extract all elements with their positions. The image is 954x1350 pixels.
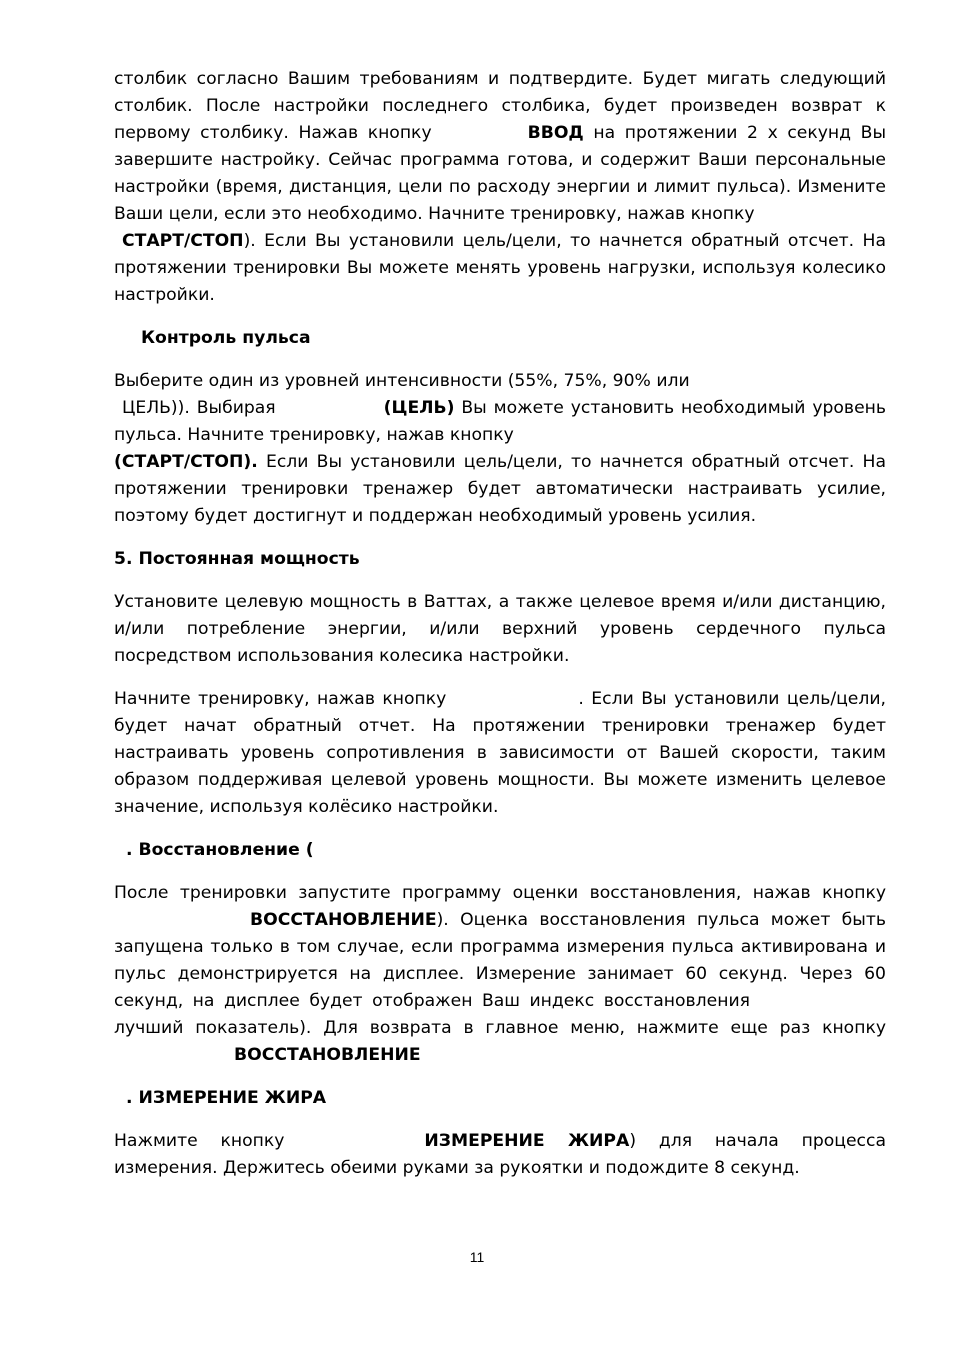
paragraph-power-setup: Установите целевую мощность в Ваттах, а также целевое время и/или дистанцию, и/или потребление энергии, и/или верхний уровень сердечного пульса посредством использования колесика настройки. [114, 592, 886, 666]
paragraph-text: Выберите один из уровней интенсивности (55%, 75%, 90% или [114, 371, 690, 391]
paragraph-text: После тренировки запустите программу оценки восстановления, нажав кнопку [114, 883, 886, 903]
page-number: 11 [469, 1249, 485, 1265]
paragraph-pulse [114, 368, 886, 530]
paragraph-text: столбик согласно Вашим требованиям и подтвердите. Будет мигать следующий столбик. После настройки последнего столбика, будет произведен возврат к первому столбику. Нажав кнопку [114, 69, 886, 143]
heading-fat-measurement: . ИЗМЕРЕНИЕ ЖИРА [126, 1088, 327, 1108]
paragraph-text: Нажмите кнопку [114, 1131, 285, 1151]
paragraph-text: Вы можете установить необходимый уровень пульса. Начните тренировку, нажав кнопку [114, 398, 887, 445]
bold-term-fat-measurement: ИЗМЕРЕНИЕ ЖИРА [424, 1131, 630, 1151]
paragraph-text: на протяжении 2 х секунд Вы завершите настройку. Сейчас программа готова, и содержит Ваши персональные настройки (время, дистанция, цели по расходу энергии и лимит пульса). Измените Ваши цели, если это необходимо. Начните тренировку, нажав кнопку [114, 123, 887, 224]
bold-term-start-stop: (СТАРТ/СТОП). [114, 452, 258, 472]
paragraph-power-start [114, 686, 886, 821]
paragraph-text: ) для начала процесса измерения. Держитесь обеими руками за рукоятки и подождите 8 секунд. [114, 1131, 886, 1178]
paragraph-settings [114, 66, 886, 309]
bold-term-start-stop: СТАРТ/СТОП [122, 231, 244, 251]
document-page [114, 66, 886, 1182]
bold-term-goal: (ЦЕЛЬ) [383, 398, 455, 418]
heading-recovery: . Восстановление ( [126, 840, 314, 860]
paragraph-text: Начните тренировку, нажав кнопку [114, 689, 447, 709]
paragraph-text: ). Оценка восстановления пульса может быть запущена только в том случае, если программа измерения пульса активирована и пульс демонстрируется на дисплее. Измерение занимает 60 секунд. Через 60 секунд, на дисплее будет отображен Ваш индекс восстановления [114, 910, 886, 1011]
bold-term-recovery: ВОССТАНОВЛЕНИЕ [234, 1045, 421, 1065]
paragraph-text: ЦЕЛЬ)). Выбирая [122, 398, 276, 418]
paragraph-text: ). Если Вы установили цель/цели, то начнется обратный отсчет. На протяжении тренировки Вы можете менять уровень нагрузки, используя колесико настройки. [114, 231, 886, 305]
paragraph-recovery [114, 880, 886, 1069]
paragraph-text: Если Вы установили цель/цели, то начнется обратный отсчет. На протяжении тренировки тренажер будет автоматически настраивать усилие, поэтому будет достигнут и поддержан необходимый уровень усилия. [114, 452, 886, 526]
paragraph-text: лучший показатель). Для возврата в главное меню, нажмите еще раз кнопку [114, 1018, 886, 1038]
bold-term-recovery: ВОССТАНОВЛЕНИЕ [250, 910, 437, 930]
paragraph-text: . Если Вы установили цель/цели, будет начат обратный отчет. На протяжении тренировки тренажер будет настраивать уровень сопротивления в зависимости от Вашей скорости, таким образом поддерживая целевой уровень мощности. Вы можете изменить целевое значение, используя колёсико настройки. [114, 689, 887, 817]
paragraph-fat-measurement [114, 1128, 886, 1182]
heading-constant-power: 5. Постоянная мощность [114, 549, 360, 569]
bold-term-enter: ВВОД [527, 123, 584, 143]
heading-pulse-control: Контроль пульса [141, 328, 311, 348]
